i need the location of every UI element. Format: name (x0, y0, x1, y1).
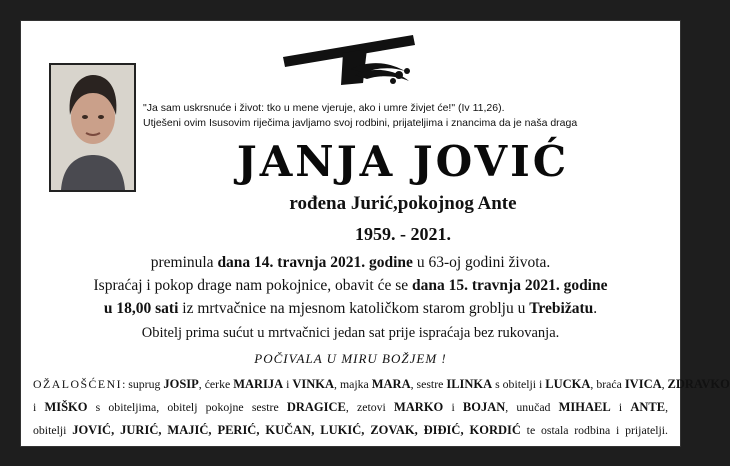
mourners-heading: OŽALOŠĆENI (33, 377, 123, 391)
maiden-name: rođena Jurić,pokojnog Ante (289, 193, 517, 214)
mourner-name: ZDRAVKO (667, 377, 730, 391)
mourner-name: MARKO (393, 400, 444, 414)
mourners-text: , sestre (410, 377, 447, 391)
mourners-text: s obitelji i (492, 377, 546, 391)
mourners-text: , (661, 377, 668, 391)
mourner-name: MIHAEL (558, 400, 611, 414)
mourners-text: : suprug (122, 377, 164, 391)
mourner-name: MARA (371, 377, 411, 391)
mourner-name: BOJAN (462, 400, 506, 414)
condolence-note: Obitelj prima sućut u mrtvačnici jedan sat prije ispraćaja bez rukovanja. (141, 325, 560, 341)
mourner-name: MIŠKO (44, 400, 88, 414)
mourners-text: , majka (334, 377, 372, 391)
mourners-text: i (33, 400, 45, 414)
bible-quote (143, 101, 663, 131)
mourners-text: obitelji (33, 423, 73, 437)
mourners-text: i (283, 377, 293, 391)
family-names: JOVIĆ, JURIĆ, MAJIĆ, PERIĆ, KUČAN, LUKIĆ, ZOVAK, ĐIĐIĆ, KORDIĆ (72, 423, 521, 437)
mourner-name: MARIJA (233, 377, 284, 391)
funeral-location-text: iz mrtvačnice na mjesnom katoličkom starom groblju u (178, 300, 530, 317)
funeral-date: dana 15. travnja 2021. godine (412, 277, 608, 294)
deceased-name: JANJA JOVIĆ (236, 137, 570, 186)
mourner-name: IVICA (624, 377, 662, 391)
life-years: 1959. - 2021. (355, 224, 451, 244)
funeral-end: . (593, 300, 598, 317)
mourners-text: , (665, 400, 669, 414)
mourners-text: s obiteljima, obitelj pokojne sestre (87, 400, 287, 414)
mourner-name: VINKA (292, 377, 335, 391)
mourners-text: i (443, 400, 463, 414)
mourners-text: , ćerke (198, 377, 234, 391)
quote-line: "Ja sam uskrsnuće i život: tko u mene vjeruje, ako i umre živjet će!" (Iv 11,26). (143, 102, 505, 114)
funeral-notice (21, 277, 680, 295)
obituary-card (21, 21, 730, 446)
death-date: dana 14. travnja 2021. godine (217, 254, 413, 271)
portrait-photo (49, 63, 136, 192)
mourner-name: ILINKA (446, 377, 493, 391)
mourner-name: ANTE (630, 400, 666, 414)
mourners-text: te ostala rodbina i prijatelji. (520, 423, 668, 437)
death-notice (21, 254, 680, 272)
mourners-list (33, 373, 730, 442)
death-age: u 63-oj godini života. (412, 254, 551, 271)
intro-line: Utješeni ovim Isusovim riječima javljamo svoj rodbini, prijateljima i znancima da je naša draga (143, 117, 578, 129)
mourners-text: , zetovi (345, 400, 394, 414)
mourners-row-1 (33, 373, 730, 396)
funeral-place: Trebižatu (529, 300, 594, 317)
funeral-details (21, 300, 680, 318)
mourners-row-3 (33, 419, 668, 442)
funeral-time: u 18,00 sati (103, 300, 179, 317)
mourner-name: JOSIP (163, 377, 199, 391)
mourner-name: LUCKA (545, 377, 591, 391)
mourners-text: , unučad (505, 400, 559, 414)
mourner-name: DRAGICE (286, 400, 346, 414)
mourners-text: i (610, 400, 631, 414)
mourners-text: , braća (590, 377, 625, 391)
death-text: preminula (150, 254, 218, 271)
cross-icon (281, 25, 421, 95)
mourners-row-2 (33, 396, 668, 419)
funeral-text: Ispraćaj i pokop drage nam pokojnice, obavit će se (93, 277, 412, 294)
rest-in-peace: POČIVALA U MIRU BOŽJEM ! (254, 351, 447, 366)
